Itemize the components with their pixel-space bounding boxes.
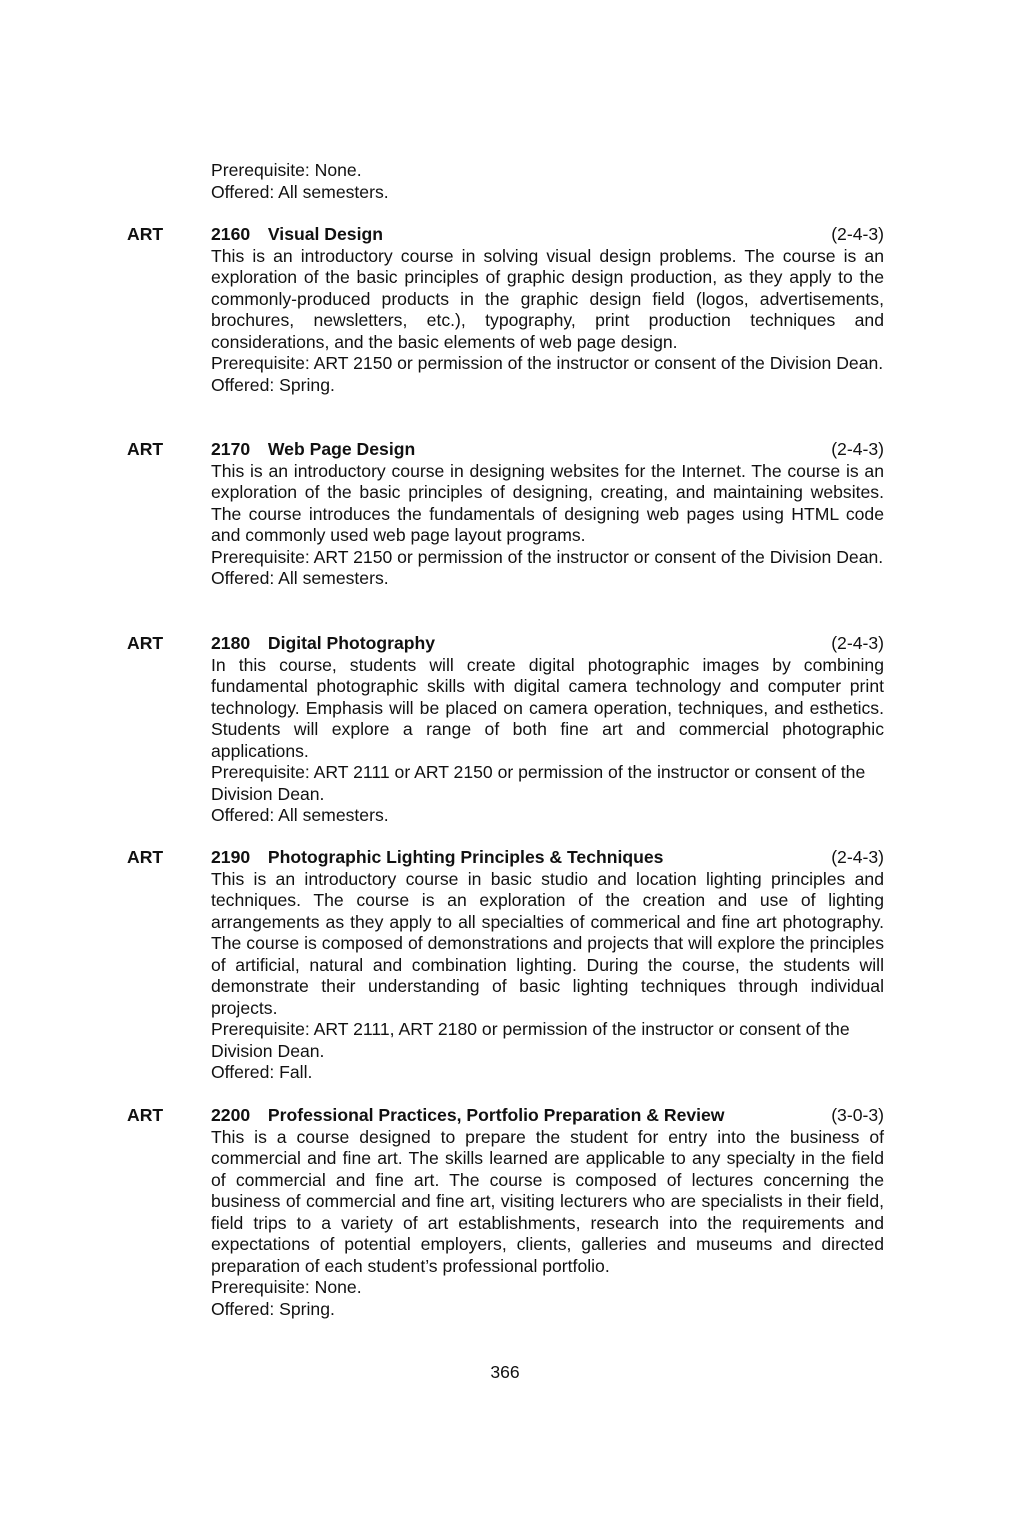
course-description: This is an introductory course in designing websites for the Internet. The course is an exploration of the basic principles of designing, creating, and maintaining websites. The course introduces the fundamentals of designing web pages using HTML code and commonly used web page layout programs.: [211, 460, 884, 545]
prerequisite-text: Prerequisite: ART 2150 or permission of the instructor or consent of the Division Dean.: [211, 353, 884, 373]
prerequisite-text: Prerequisite: None.: [211, 1277, 362, 1297]
course-credits: (2-4-3): [831, 633, 884, 653]
course-credits: (2-4-3): [831, 439, 884, 459]
course-department: ART: [127, 847, 164, 867]
course-body: [211, 1127, 884, 1321]
course-title: Professional Practices, Portfolio Preparation & Review: [267, 1105, 725, 1125]
course-body: [211, 461, 884, 590]
course-credits: (3-0-3): [831, 1105, 884, 1125]
course-header: [211, 1105, 884, 1127]
course-number: 2200: [211, 1105, 251, 1125]
course-header: [211, 224, 884, 246]
course-header: [211, 847, 884, 869]
offered-text: Offered: All semesters.: [211, 805, 389, 825]
course-department: ART: [127, 633, 164, 653]
course-number: 2180: [211, 633, 251, 653]
course-number: 2190: [211, 847, 251, 867]
prerequisite-text: Prerequisite: None.: [211, 160, 362, 180]
offered-text: Offered: Fall.: [211, 1062, 313, 1082]
course-description: This is an introductory course in basic studio and location lighting principles and techniques. The course is an exploration of the creation and use of lighting arrangements as they apply to all specialties of commerical and fine art photography. The course is composed of demonstrations and projects that will explore the principles of artificial, natural and combination lighting. During the course, the students will demonstrate their understanding of basic lighting techniques through individual projects.: [211, 868, 884, 1018]
course-credits: (2-4-3): [831, 847, 884, 867]
course-body: [211, 869, 884, 1084]
course-header: [211, 439, 884, 461]
offered-text: Offered: All semesters.: [211, 568, 389, 588]
course-title: Photographic Lighting Principles & Techniques: [267, 847, 664, 867]
offered-text: Offered: All semesters.: [211, 181, 389, 202]
course-body: [211, 246, 884, 397]
course-title: Visual Design: [267, 224, 383, 244]
offered-text: Offered: Spring.: [211, 374, 335, 395]
course-number: 2160: [211, 224, 251, 244]
course-title: Digital Photography: [267, 633, 436, 653]
course-title: Web Page Design: [267, 439, 416, 459]
course-department: ART: [127, 224, 164, 244]
course-number: 2170: [211, 439, 251, 459]
prerequisite-text: Prerequisite: ART 2111, ART 2180 or permission of the instructor or consent of the Division Dean.: [211, 1019, 850, 1061]
course-credits: (2-4-3): [831, 224, 884, 244]
page-number: 366: [490, 1362, 520, 1382]
course-description: This is an introductory course in solving visual design problems. The course is an exploration of the basic principles of graphic design production, as they apply to the commonly-produced products in the graphic design field (logos, advertisements, brochures, newsletters, etc.), typography, print production techniques and considerations, and the basic elements of web page design.: [211, 245, 884, 352]
prerequisite-text: Prerequisite: ART 2111 or ART 2150 or permission of the instructor or consent of the Division Dean.: [211, 762, 866, 804]
offered-text: Offered: Spring.: [211, 1298, 335, 1319]
course-header: [211, 633, 884, 655]
course-body: [211, 655, 884, 827]
continued-course-info: [211, 160, 884, 203]
course-description: This is a course designed to prepare the student for entry into the business of commercial and fine art. The skills learned are applicable to any specialty in the field of commercial and fine art. The course is composed of lectures concerning the business of commercial and fine art, visiting lecturers who are specialists in their field, field trips to a variety of art establishments, research into the requirements and expectations of potential employers, clients, galleries and museums and directed preparation of each student’s professional portfolio.: [211, 1126, 884, 1276]
course-department: ART: [127, 439, 164, 459]
course-description: In this course, students will create digital photographic images by combining fundamental photographic skills with digital camera technology and computer print technology. Emphasis will be placed on camera operation, techniques, and esthetics. Students will explore a range of both fine art and commercial photographic applications.: [211, 654, 884, 761]
course-department: ART: [127, 1105, 164, 1125]
prerequisite-text: Prerequisite: ART 2150 or permission of the instructor or consent of the Division Dean.: [211, 546, 884, 567]
